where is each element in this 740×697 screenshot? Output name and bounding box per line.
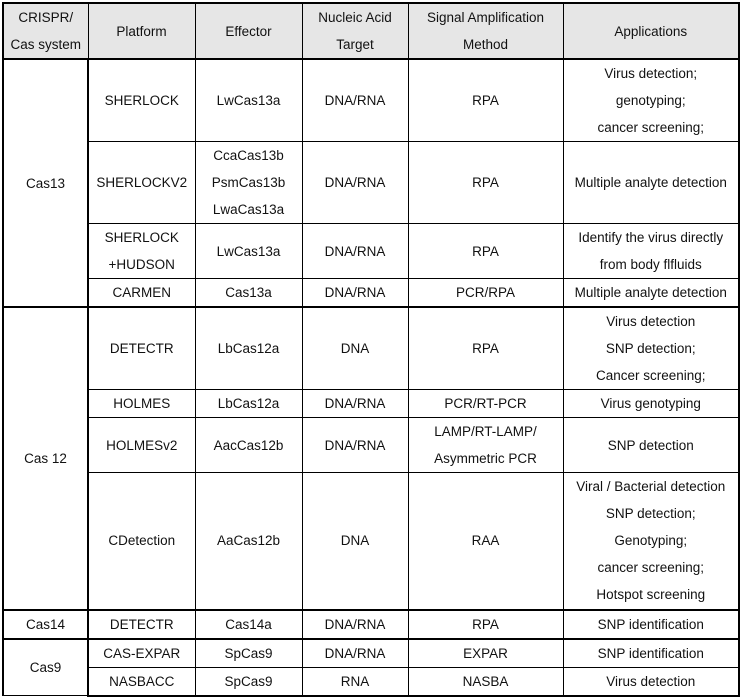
cell-platform bbox=[88, 307, 195, 390]
cell-applications-line: Cancer screening; bbox=[595, 368, 706, 383]
header-method-line: Method bbox=[462, 37, 509, 52]
cell-applications bbox=[563, 142, 739, 224]
header-target-line: Target bbox=[336, 37, 374, 52]
cell-target: DNA/RNA bbox=[302, 610, 408, 639]
cell-applications-line: Genotyping; bbox=[614, 533, 688, 549]
cell-target: DNA bbox=[302, 307, 408, 390]
cell-applications-line: SNP identification bbox=[597, 616, 704, 632]
cell-applications-line: Virus detection bbox=[606, 314, 696, 329]
cell-method bbox=[408, 473, 563, 610]
cell-method bbox=[408, 639, 563, 668]
cell-method bbox=[408, 307, 563, 390]
table-row bbox=[3, 667, 739, 696]
cell-method-line: RPA bbox=[472, 93, 499, 108]
table-row bbox=[3, 418, 739, 473]
cell-target: DNA/RNA bbox=[302, 59, 408, 142]
header-applications: Applications bbox=[563, 3, 739, 59]
cell-effector bbox=[195, 307, 302, 390]
cell-effector-line: LbCas12a bbox=[217, 341, 280, 356]
cell-method bbox=[408, 610, 563, 639]
cell-platform-line: +HUDSON bbox=[108, 257, 175, 272]
cell-method-line: PCR/RPA bbox=[455, 285, 515, 300]
header-target-line: Nucleic Acid bbox=[318, 10, 392, 25]
cell-applications-line: SNP identification bbox=[597, 645, 704, 661]
cell-applications bbox=[563, 418, 739, 473]
table-row bbox=[3, 142, 739, 224]
cell-applications bbox=[563, 279, 739, 308]
cell-effector bbox=[195, 667, 302, 696]
cell-cas-system: Cas 12 bbox=[3, 307, 88, 610]
cell-platform-line: SHERLOCK bbox=[104, 93, 179, 108]
cell-applications bbox=[563, 473, 739, 610]
cell-effector-line: SpCas9 bbox=[224, 673, 273, 689]
cell-applications-line: Viral / Bacterial detection bbox=[576, 479, 726, 495]
table-row bbox=[3, 390, 739, 418]
table-header bbox=[3, 3, 739, 59]
table-row bbox=[3, 473, 739, 610]
cell-platform-line: NASBACC bbox=[109, 673, 175, 689]
cell-method bbox=[408, 418, 563, 473]
header-method-line: Signal Amplification bbox=[426, 10, 545, 25]
cell-effector-line: LbCas12a bbox=[217, 396, 280, 411]
cell-applications bbox=[563, 224, 739, 279]
cell-platform bbox=[88, 473, 195, 610]
cell-platform bbox=[88, 639, 195, 668]
header-platform: Platform bbox=[88, 3, 195, 59]
table-row bbox=[3, 59, 739, 142]
cell-applications bbox=[563, 59, 739, 142]
cell-applications-line: Hotspot screening bbox=[596, 587, 706, 603]
cell-method bbox=[408, 279, 563, 308]
cell-effector bbox=[195, 418, 302, 473]
cell-effector-line: SpCas9 bbox=[224, 645, 273, 661]
cell-platform-line: DETECTR bbox=[109, 616, 174, 632]
header-system bbox=[3, 3, 88, 59]
cell-method-line: EXPAR bbox=[463, 645, 508, 661]
cell-method-line: RPA bbox=[472, 243, 499, 259]
cell-method-line: RPA bbox=[472, 341, 499, 356]
header-effector: Effector bbox=[195, 3, 302, 59]
cell-cas-system: Cas14 bbox=[3, 610, 88, 639]
cell-platform-line: CDetection bbox=[108, 533, 176, 549]
cell-cas-system: Cas13 bbox=[3, 59, 88, 307]
cell-target: DNA/RNA bbox=[302, 390, 408, 418]
cell-applications-line: Virus genotyping bbox=[600, 396, 701, 411]
cell-effector-line: LwCas13a bbox=[216, 243, 281, 259]
cell-effector-line: Cas13a bbox=[225, 285, 272, 300]
cell-platform bbox=[88, 390, 195, 418]
cell-platform-line: HOLMESv2 bbox=[106, 437, 178, 453]
cell-target: DNA bbox=[302, 473, 408, 610]
table-row bbox=[3, 224, 739, 279]
cell-applications bbox=[563, 390, 739, 418]
cell-effector bbox=[195, 224, 302, 279]
table-body bbox=[3, 59, 739, 696]
cell-method-line: RAA bbox=[471, 533, 500, 549]
cell-platform bbox=[88, 667, 195, 696]
cell-applications bbox=[563, 639, 739, 668]
cell-applications bbox=[563, 610, 739, 639]
cell-target: DNA/RNA bbox=[302, 224, 408, 279]
cell-target: DNA/RNA bbox=[302, 142, 408, 224]
cell-platform bbox=[88, 610, 195, 639]
cell-applications-line: SNP detection bbox=[607, 437, 694, 453]
cell-applications-line: genotyping; bbox=[615, 93, 686, 108]
cell-platform-line: SHERLOCKV2 bbox=[96, 175, 188, 190]
header-system-line: CRISPR/ bbox=[18, 10, 74, 25]
cell-applications-line: Virus detection; bbox=[604, 66, 698, 81]
cell-effector bbox=[195, 59, 302, 142]
cell-applications-line: cancer screening; bbox=[597, 560, 705, 576]
cell-method bbox=[408, 142, 563, 224]
cell-effector-line: AacCas12b bbox=[213, 437, 284, 453]
cell-effector-line: CcaCas13b bbox=[213, 148, 284, 163]
cell-platform bbox=[88, 418, 195, 473]
table-row bbox=[3, 307, 739, 390]
table-row bbox=[3, 610, 739, 639]
cell-effector-line: PsmCas13b bbox=[211, 175, 286, 190]
cell-effector bbox=[195, 142, 302, 224]
table-row bbox=[3, 279, 739, 308]
cell-effector-line: LwaCas13a bbox=[212, 202, 285, 217]
cell-platform-line: SHERLOCK bbox=[104, 230, 179, 245]
cell-applications-line: SNP detection; bbox=[605, 506, 696, 522]
cell-cas-system: Cas9 bbox=[3, 639, 88, 696]
cell-effector-line: AaCas12b bbox=[216, 533, 281, 549]
cell-platform bbox=[88, 142, 195, 224]
cell-effector-line: Cas14a bbox=[225, 616, 272, 632]
header-target bbox=[302, 3, 408, 59]
cell-method-line: NASBA bbox=[462, 673, 509, 689]
cell-effector bbox=[195, 639, 302, 668]
cell-target: RNA bbox=[302, 667, 408, 696]
cell-effector bbox=[195, 610, 302, 639]
table-row bbox=[3, 639, 739, 668]
cell-target: DNA/RNA bbox=[302, 418, 408, 473]
cell-applications-line: Virus detection bbox=[606, 673, 696, 689]
cell-method bbox=[408, 224, 563, 279]
cell-applications-line: from body flfluids bbox=[599, 257, 702, 272]
cell-platform bbox=[88, 224, 195, 279]
cell-platform-line: DETECTR bbox=[109, 341, 174, 356]
cell-method-line: PCR/RT-PCR bbox=[444, 396, 527, 411]
cell-method-line: RPA bbox=[472, 616, 499, 632]
cell-method bbox=[408, 390, 563, 418]
cell-method bbox=[408, 667, 563, 696]
cell-applications-line: SNP detection; bbox=[605, 341, 696, 356]
cell-effector bbox=[195, 390, 302, 418]
cell-platform-line: CARMEN bbox=[112, 285, 171, 300]
cell-effector bbox=[195, 473, 302, 610]
cell-applications-line: cancer screening; bbox=[597, 120, 705, 135]
cell-applications bbox=[563, 667, 739, 696]
cell-method-line: RPA bbox=[472, 175, 499, 190]
cell-method-line: Asymmetric PCR bbox=[434, 451, 537, 466]
cell-applications-line: Multiple analyte detection bbox=[574, 175, 727, 190]
cell-method-line: LAMP/RT-LAMP/ bbox=[434, 424, 537, 439]
cell-effector bbox=[195, 279, 302, 308]
crispr-comparison-table bbox=[2, 2, 740, 697]
cell-applications-line: Multiple analyte detection bbox=[574, 285, 727, 300]
cell-effector-line: LwCas13a bbox=[216, 93, 281, 108]
cell-method bbox=[408, 59, 563, 142]
cell-target: DNA/RNA bbox=[302, 279, 408, 308]
header-method bbox=[408, 3, 563, 59]
cell-platform bbox=[88, 279, 195, 308]
cell-platform-line: HOLMES bbox=[113, 396, 171, 411]
cell-target: DNA/RNA bbox=[302, 639, 408, 668]
cell-platform-line: CAS-EXPAR bbox=[103, 645, 181, 661]
cell-platform bbox=[88, 59, 195, 142]
cell-applications-line: Identify the virus directly bbox=[578, 230, 724, 245]
header-system-line: Cas system bbox=[10, 37, 81, 52]
cell-applications bbox=[563, 307, 739, 390]
